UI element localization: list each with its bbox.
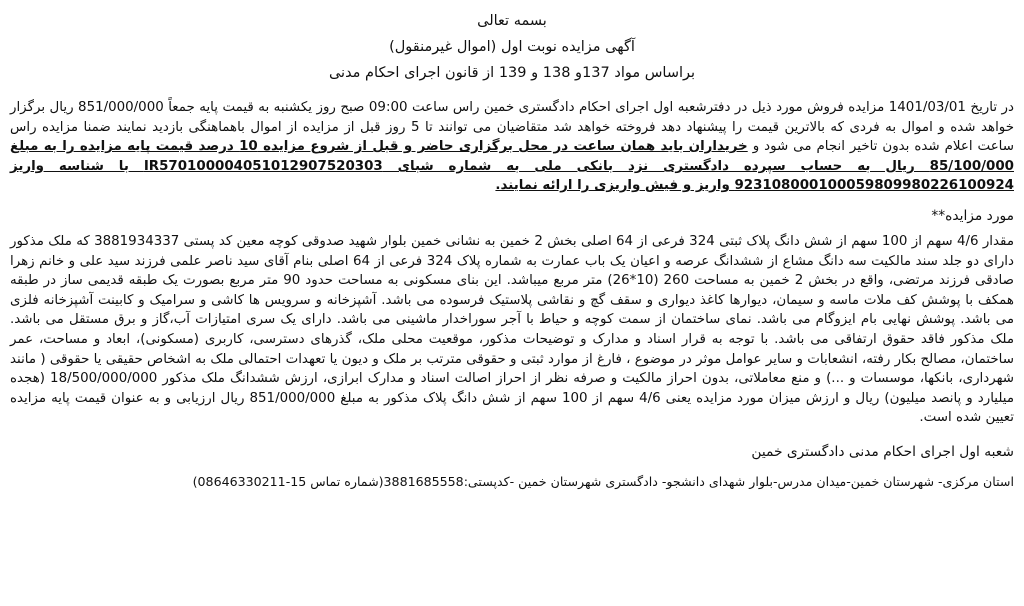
intro-text: در تاریخ 1401/03/01 مزایده فروش مورد ذیل در دفترشعبه اول اجرای احکام دادگستری خمین راس ساعت 09:00 صبح روز یکشنبه به قیمت پایه جمعاً 851/000/000 ریال برگزار خواهد شده و اموال به فردی که بالاترین قیمت را پیشنهاد دهد فروخته خواهد شد متقاضیان می توانند تا 5 روز قبل از مزایده از اموال باهماهنگی بازدید نمایند ضمنا مزایده راس ساعت اعلام شده بدون تاخیر انجام می شود و xyxy=(10,100,1014,155)
address-line: استان مرکزی- شهرستان خمین-میدان مدرس-بلوار شهدای دانشجو- دادگستری شهرستان خمین -کدپستی:3881685558(شماره تماس 15-08646330211) xyxy=(192,473,1014,489)
subject-title: مورد مزایده** xyxy=(931,207,1014,224)
signature: شعبه اول اجرای احکام مدنی دادگستری خمین xyxy=(751,443,1014,460)
bismillah: بسمه تعالی xyxy=(477,13,547,29)
intro-bold-text: خریداران باید همان ساعت در محل برگزاری حاضر و قبل از شروع مزایده 10 درصد قیمت پایه مزایده را به مبلغ 85/100/000 ریال به حساب سپرده دادگستری نزد بانکی ملی به شماره شبای IR570100004051012907520303 با شناسه واریز 923108000100059809980226100924 واریز و فیش واریزی را ارائه نمایند. xyxy=(10,139,1014,194)
property-description: مقدار 4/6 سهم از 100 سهم از شش دانگ پلاک ثبتی 324 فرعی از 64 اصلی بخش 2 خمین به نشانی خمین بلوار شهید صدوقی کوچه معین کد پستی 3881934337 که ملک مذکور دارای دو جلد سند مالکیت سه دانگ مشاع از ششدانگ عرصه و اعیان یک باب عمارت به شماره پلاک 324 فرعی از 64 اصلی بنام آقای سید ناصر علمی فرزند سید علی و خانم زهرا صادقی فرزند مرتضی، واقع در بخش 2 خمین به مساحت 260 (10*26) متر مربع میباشد. این بنای مسکونی به مساحت حدود 90 متر مربع بصورت یک طبقه قدیمی ساز در طبقه همکف با پوشش کف ملات ماسه و سیمان، دیوارها کاغذ دیواری و سقف گچ و نقاشی پلاستیک فرسوده می باشد. آشپزخانه و سرویس ها کاشی و سرامیک و کابینت آشپزخانه فلزی می باشد. پوشش نهایی بام ایزوگام می باشد. نمای ساختمان از سمت کوچه و حیاط با آجر سوراخدار ماشینی می باشد. دارای یک سری امتیازات آب،گاز و برق مستقل می باشد. ملک مذکور فاقد حقوق ارتفاقی می باشد. با توجه به قرار اسناد و مدارک و توضیحات مذکور، موقعیت محلی ملک، گذرهای دسترسی، کاربری (مسکونی)، ابعاد و مساحت، عمر ساختمان، مصالح بکار رفته، انشعابات و سایر عوامل موثر در موضوع ، فارغ از موارد ثبتی و حقوقی مترتب بر ملک و دیون یا تعهدات احتمالی ملک به اشخاص حقیقی یا حقوقی ( مانند شهرداری، بانکها، موسسات و ...) و منع معاملاتی، بدون احراز مالکیت و صرفه نظر از احراز اصالت اسناد و مدارک ابرازی، ارزش ششدانگ ملک مذکور 18/500/000/000 (هجده میلیارد و پانصد میلیون) ریال و ارزش میزان مورد مزایده یعنی 4/6 سهم از 100 سهم از شش دانگ پلاک مذکور به مبلغ 851/000/000 ریال ارزیابی و به عنوان قیمت پایه مزایده تعیین شده است. xyxy=(10,233,1015,426)
notice-title: آگهی مزایده نوبت اول (اموال غیرمنقول) xyxy=(389,39,635,55)
legal-basis: براساس مواد 137و 138 و 139 از قانون اجرای احکام مدنی xyxy=(328,65,696,81)
intro-paragraph xyxy=(10,98,1014,196)
